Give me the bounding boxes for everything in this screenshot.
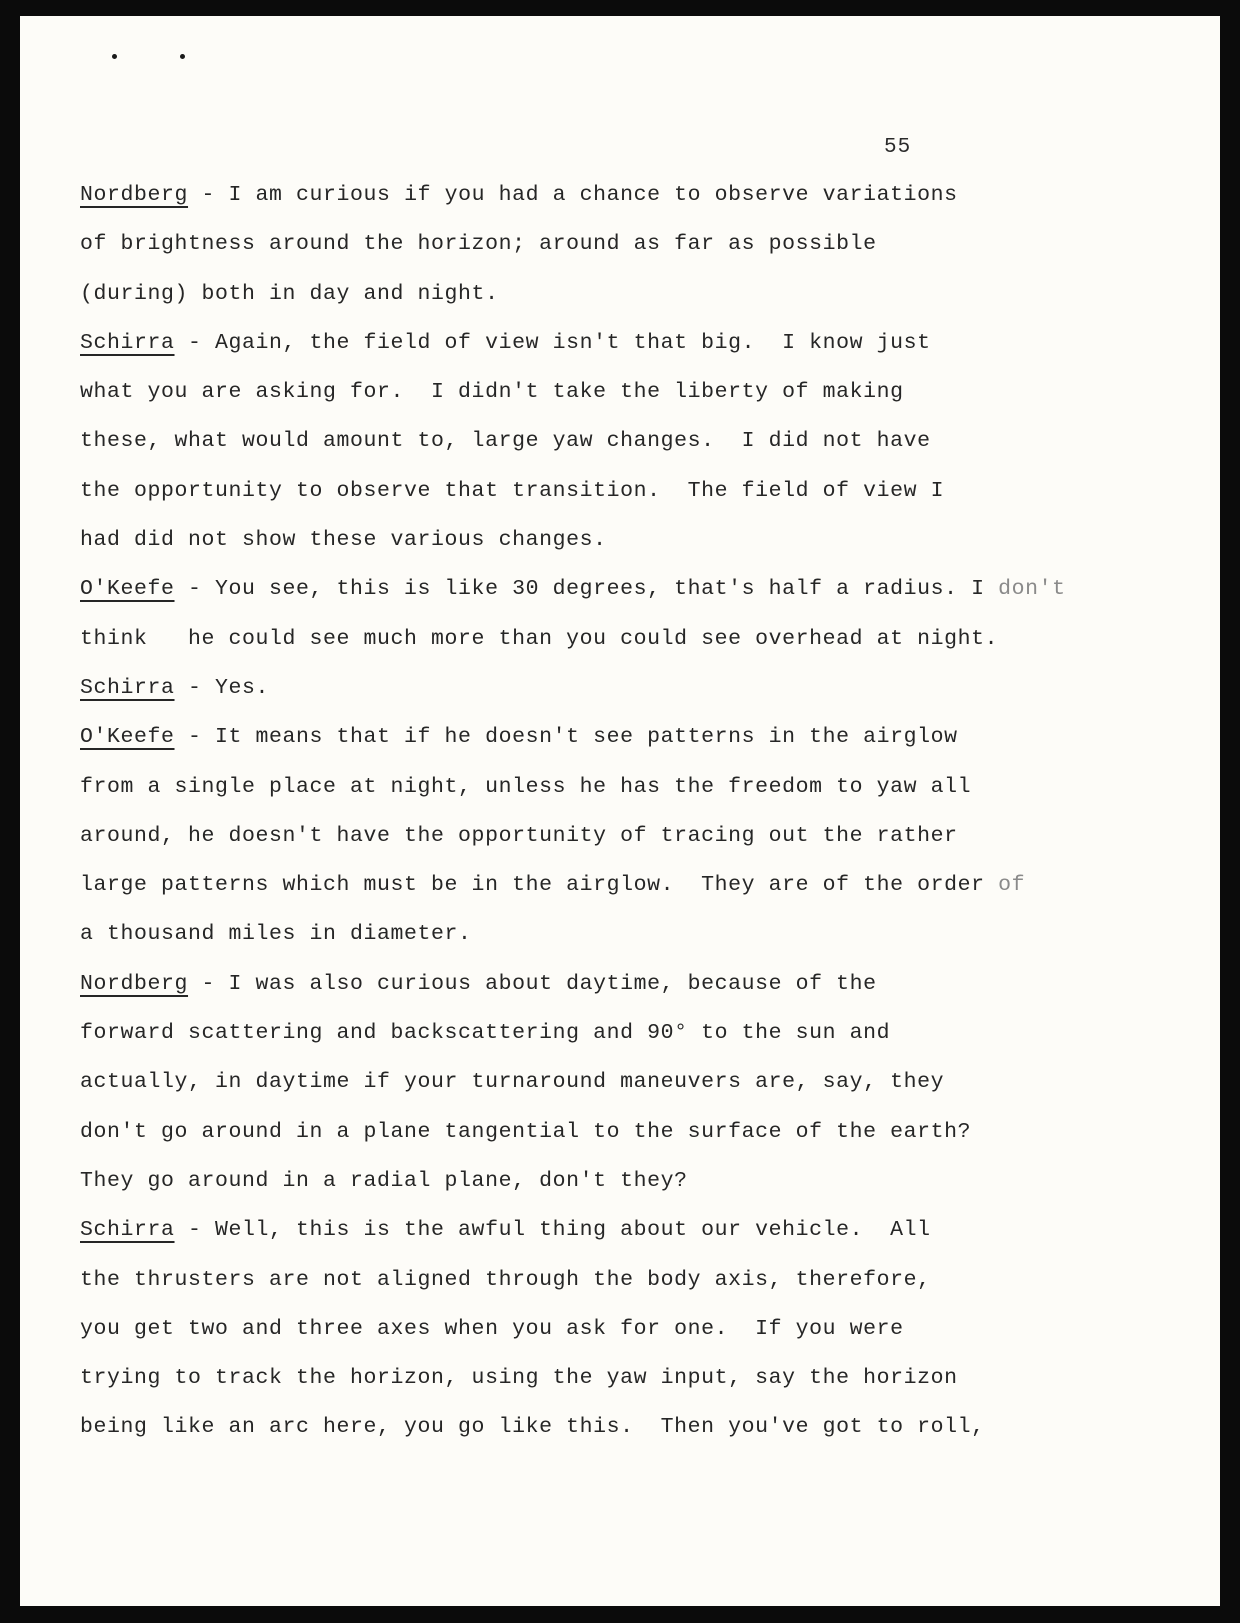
line-text: being like an arc here, you go like this. Then you've got to roll, (80, 1415, 985, 1440)
line-text: - I am curious if you had a chance to observe variations (188, 183, 958, 207)
punch-mark (180, 54, 185, 59)
transcript-line (80, 270, 1180, 319)
speaker-name: Nordberg (80, 183, 189, 207)
line-text: of brightness around the horizon; around as far as possible (80, 232, 877, 257)
line-text: - Yes. (174, 675, 270, 700)
punch-mark (112, 54, 117, 59)
transcript-line (80, 910, 1180, 959)
transcript-line (80, 417, 1180, 466)
line-text: the opportunity to observe that transition. The field of view I (80, 478, 945, 503)
transcript-line (80, 1009, 1180, 1058)
line-text: trying to track the horizon, using the yaw input, say the horizon (80, 1366, 958, 1391)
transcript-line (80, 1354, 1180, 1403)
line-text: a thousand miles in diameter. (80, 922, 472, 947)
transcript-line (80, 763, 1180, 812)
transcript-line (80, 368, 1180, 417)
line-text: forward scattering and backscattering and 90° to the sun and (80, 1021, 891, 1046)
line-text: - You see, this is like 30 degrees, that's half a radius. I (174, 577, 999, 602)
transcript-line (80, 713, 1180, 762)
transcript-line (80, 467, 1180, 516)
transcript-line (80, 220, 1180, 269)
faint-text: don't (998, 577, 1066, 602)
transcript-line (80, 516, 1180, 565)
speaker-name: O'Keefe (80, 577, 175, 602)
line-text: actually, in daytime if your turnaround maneuvers are, say, they (80, 1070, 945, 1095)
transcript-line (80, 615, 1180, 664)
transcript-line (80, 319, 1180, 368)
line-text: think he could see much more than you could see overhead at night. (80, 626, 999, 651)
line-text: the thrusters are not aligned through the body axis, therefore, (80, 1267, 931, 1292)
line-text: - Again, the field of view isn't that big. I know just (174, 330, 931, 355)
line-text: you get two and three axes when you ask for one. If you were (80, 1316, 904, 1341)
transcript-line (80, 1157, 1180, 1206)
line-text: large patterns which must be in the airglow. They are of the order (80, 873, 999, 898)
transcript-line (80, 1058, 1180, 1107)
transcript-line (80, 861, 1180, 910)
transcript-line (80, 1256, 1180, 1305)
transcript-line (80, 960, 1180, 1009)
page-number: 55 (884, 136, 912, 159)
speaker-name: O'Keefe (80, 725, 175, 750)
transcript-line (80, 812, 1180, 861)
transcript-line (80, 1305, 1180, 1354)
transcript-line (80, 565, 1180, 614)
line-text: around, he doesn't have the opportunity of tracing out the rather (80, 823, 958, 848)
transcript-line (80, 1206, 1180, 1255)
speaker-name: Schirra (80, 330, 175, 355)
transcript-body (80, 171, 1180, 1453)
transcript-line (80, 171, 1180, 220)
speaker-name: Schirra (80, 1218, 175, 1243)
speaker-name: Nordberg (80, 971, 189, 996)
line-text: - Well, this is the awful thing about our vehicle. All (174, 1218, 931, 1243)
line-text: from a single place at night, unless he has the freedom to yaw all (80, 774, 972, 799)
line-text: They go around in a radial plane, don't they? (80, 1168, 688, 1193)
line-text: - I was also curious about daytime, because of the (188, 971, 877, 996)
line-text: - It means that if he doesn't see patterns in the airglow (174, 725, 958, 750)
transcript-line (80, 1403, 1180, 1452)
transcript-line (80, 1108, 1180, 1157)
document-page (20, 16, 1220, 1606)
line-text: don't go around in a plane tangential to the surface of the earth? (80, 1119, 972, 1144)
line-text: these, what would amount to, large yaw changes. I did not have (80, 429, 931, 454)
line-text: what you are asking for. I didn't take the liberty of making (80, 380, 904, 405)
line-text: (during) both in day and night. (80, 281, 499, 306)
speaker-name: Schirra (80, 675, 175, 700)
faint-text: of (998, 873, 1026, 898)
transcript-line (80, 664, 1180, 713)
line-text: had did not show these various changes. (80, 528, 607, 553)
